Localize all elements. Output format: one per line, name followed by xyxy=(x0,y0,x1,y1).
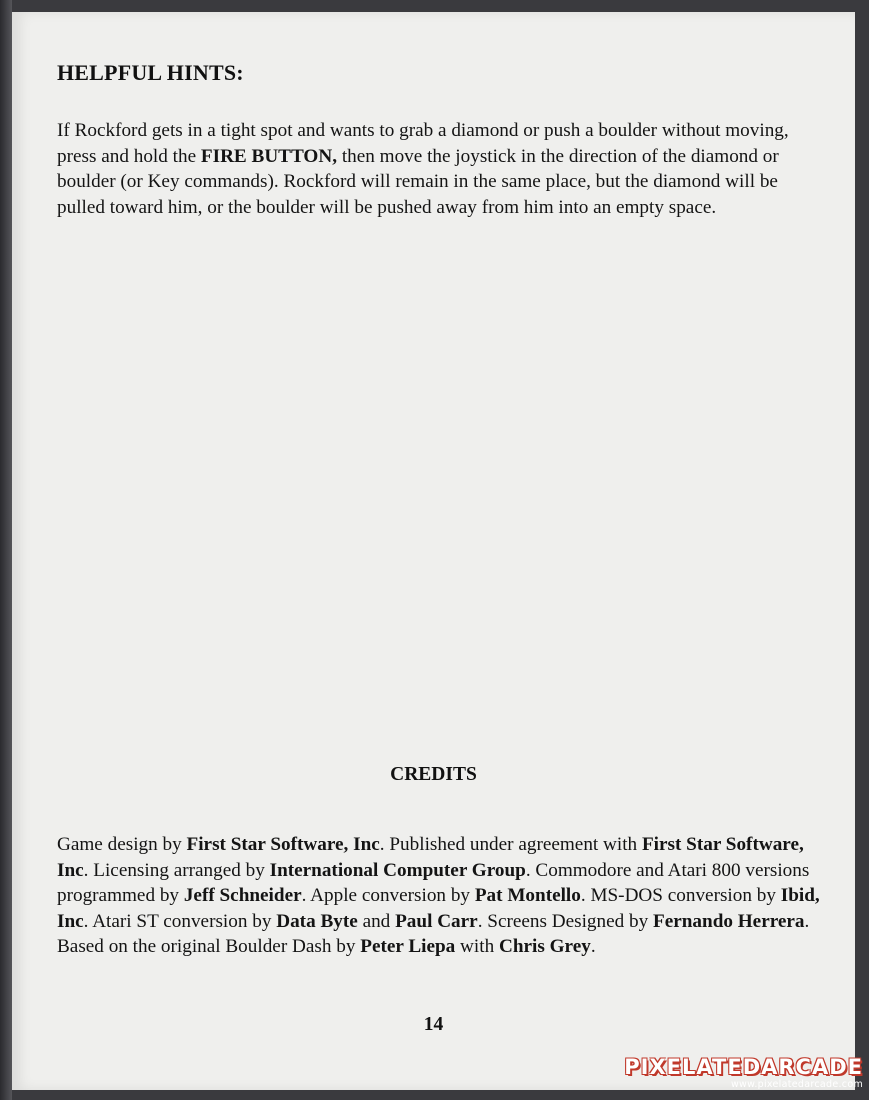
text-run: If Rockford gets in a tight spot and wants to grab a diamond or push a boulder without moving, press and hold the xyxy=(57,120,789,167)
text-run: . Licensing arranged by xyxy=(83,859,270,881)
text-run: . Screens Designed by xyxy=(477,910,653,932)
credit-name: First Star Software, Inc xyxy=(57,834,804,881)
text-run: then move the joystick in the direction of the diamond or boulder (or Key commands). Rockford will remain in the same place, but the diamond will be pulled toward him, or the boulder will be pushed away from him into an empty space. xyxy=(57,145,779,218)
text-run: . Apple conversion by xyxy=(301,885,475,906)
helpful-hints-heading: HELPFUL HINTS: xyxy=(57,60,244,85)
text-run: . xyxy=(590,936,596,957)
credit-name: Data Byte xyxy=(276,910,358,932)
watermark-brand: PIXELATEDARCADE xyxy=(624,1055,863,1079)
credit-name: Peter Liepa xyxy=(360,936,456,957)
credit-name: Chris Grey xyxy=(498,936,591,957)
watermark-url: www.pixelatedarcade.com xyxy=(730,1079,863,1090)
page-number: 14 xyxy=(423,1014,444,1035)
manual-page xyxy=(12,12,855,1090)
credit-name: Ibid, Inc xyxy=(57,885,820,932)
watermark-logo xyxy=(624,1055,863,1090)
credit-name: Fernando Herrera xyxy=(653,910,805,932)
credit-name: Paul Carr xyxy=(395,910,478,932)
text-run: . Based on the original Boulder Dash by xyxy=(57,910,810,957)
credits-paragraph xyxy=(57,832,827,960)
text-run: . MS-DOS conversion by xyxy=(580,885,781,906)
binding-edge xyxy=(0,0,12,1100)
text-run: . Commodore and Atari 800 versions programmed by xyxy=(57,859,810,906)
credit-name: Jeff Schneider xyxy=(183,885,302,906)
text-run: Game design by xyxy=(57,834,187,855)
fire-button-term: FIRE BUTTON, xyxy=(200,145,338,167)
credit-name: International Computer Group xyxy=(269,859,526,881)
text-run: . Atari ST conversion by xyxy=(83,910,277,932)
helpful-hints-paragraph xyxy=(57,118,797,220)
text-run: . Published under agreement with xyxy=(379,834,642,855)
credit-name: Pat Montello xyxy=(474,885,581,906)
credits-heading: CREDITS xyxy=(390,764,477,785)
credit-name: First Star Software, Inc xyxy=(186,834,380,855)
text-run: and xyxy=(357,910,396,932)
text-run: with xyxy=(455,936,499,957)
